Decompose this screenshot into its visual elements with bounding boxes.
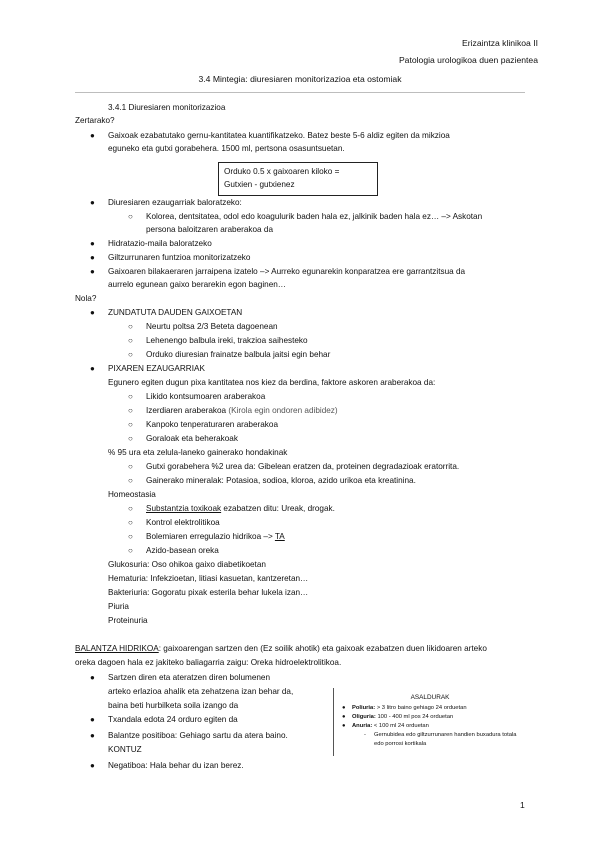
balantza-item-3-line2: KONTUZ	[108, 745, 142, 754]
nola-label: Nola?	[75, 294, 97, 303]
composition-item-2: Gainerako mineralak: Potasioa, sodioa, kloroa, azido urikoa eta kreatinina.	[146, 476, 416, 485]
bullet-icon: ●	[90, 198, 95, 207]
section-title: 3.4 Mintegia: diuresiaren monitorizazioa eta ostomiak	[198, 74, 402, 84]
balantza-intro-text: : gaixoarengan sartzen den (Ez soilik ahotik) eta gaixoak ezabatzen duen likidoaren arteko	[158, 644, 487, 653]
composition-item-1: Gutxi gorabehera %2 urea da: Gibelean eratzen da, proteinen degradazioak eratorrita.	[146, 462, 460, 471]
homeostasia-item-1	[146, 503, 335, 515]
header-divider	[75, 92, 525, 93]
formula-line-2: Gutxien - gutxienez	[224, 180, 295, 189]
sub-bullet-icon: ○	[128, 504, 133, 513]
zertarako-label: Zertarako?	[75, 116, 115, 125]
sub-bullet-icon: ○	[128, 546, 133, 555]
asaldurak-anuria	[352, 722, 429, 730]
balantza-intro-line1	[75, 643, 526, 655]
toxic-substances-term: Substantzia toxikoak	[146, 504, 222, 513]
zertarako-item-2: Diuresiaren ezaugarriak baloratzeko:	[108, 198, 242, 207]
bullet-icon: ●	[342, 723, 346, 729]
anuria-definition: < 100 ml 24 orduetan	[372, 723, 429, 729]
pixa-intro: Egunero egiten dugun pixa kantitatea nos kiez da berdina, faktore askoren araberakoa da:	[108, 378, 436, 387]
sub-bullet-icon: ○	[128, 434, 133, 443]
balantza-item-1-line1: Sartzen diren eta ateratzen diren bolumenen	[108, 673, 271, 682]
zundatuta-item-2: Lehenengo balbula ireki, trakzioa saihesteko	[146, 336, 308, 345]
anuria-term: Anuria:	[352, 723, 373, 729]
homeostasia-title: Homeostasia	[108, 490, 156, 499]
pixa-factor-2-example: (Kirola egin ondoren adibidez)	[228, 406, 338, 415]
bullet-icon: ●	[342, 705, 346, 711]
sub-bullet-icon: ○	[128, 476, 133, 485]
asaldurak-oliguria	[352, 713, 453, 721]
hematuria: Hematuria: Infekzioetan, litiasi kasuetan, kantzeretan…	[108, 574, 309, 583]
asaldurak-title: ASALDURAK	[410, 694, 450, 701]
pixa-factor-1: Likido kontsumoaren araberakoa	[146, 392, 266, 401]
piuria: Piuria	[108, 602, 129, 611]
bullet-icon: ●	[90, 253, 95, 262]
zertarako-item-4: Giltzurrunaren funtzioa monitorizatzeko	[108, 253, 251, 262]
zertarako-item-1-line2: eguneko eta gutxi gorabehera. 1500 ml, pertsona osasuntsuetan.	[108, 144, 345, 153]
bullet-icon: ●	[90, 715, 95, 724]
ta-term: TA	[274, 532, 285, 541]
bullet-icon: ●	[90, 308, 95, 317]
oliguria-term: Oliguria:	[352, 714, 376, 720]
balantza-item-1-line3: baina beti hurbilketa soila izango da	[108, 701, 239, 710]
pixa-factor-3: Kanpoko tenperaturaren araberakoa	[146, 420, 279, 429]
homeostasia-item-4: Azido-basean oreka	[146, 546, 219, 555]
homeostasia-item-2: Kontrol elektrolitikoa	[146, 518, 220, 527]
oliguria-definition: 100 - 400 ml pos 24 orduetan	[375, 714, 454, 720]
balantza-item-1-line2: arteko erlazioa ahalik eta zehatzena izan behar da,	[108, 687, 294, 696]
bullet-icon: ●	[90, 761, 95, 770]
proteinuria: Proteinuria	[108, 616, 148, 625]
bullet-icon: ●	[90, 364, 95, 373]
balantza-title: BALANTZA HIDRIKOA	[75, 644, 159, 653]
sub-bullet-icon: ○	[128, 336, 133, 345]
bakteriuria: Bakteriuria: Gogoratu pixak esterila behar lukela izan…	[108, 588, 309, 597]
zertarako-item-5-line1: Gaixoaren bilakaeraren jarraipena izatelo –> Aurreko egunarekin konparatzea ere garrantzitsua da	[108, 267, 466, 276]
bullet-icon: ●	[90, 239, 95, 248]
sub-bullet-icon: ○	[128, 532, 133, 541]
sub-bullet-icon: ○	[128, 322, 133, 331]
bullet-icon: ●	[90, 731, 95, 740]
homeostasia-item-3	[146, 531, 285, 543]
zertarako-item-3: Hidratazio-maila baloratzeko	[108, 239, 212, 248]
zundatuta-item-3: Orduko diuresian frainatze balbula jaitsi egin behar	[146, 350, 331, 359]
anuria-sub-line1: Gernubidea edo giltzurrunaren handien buxadura totala	[374, 732, 517, 738]
asaldurak-box	[333, 688, 526, 756]
zertarako-item-5-line2: aurrelo egunean gaixo berarekin egon baginen…	[108, 280, 286, 289]
zertarako-item-2-sub-line1: Kolorea, dentsitatea, odol edo koagulurik baden hala ez, jalkinik baden hala ez… –> Askotan	[146, 212, 483, 221]
zundatuta-item-1: Neurtu poltsa 2/3 Beteta dagoenean	[146, 322, 278, 331]
formula-box	[218, 162, 378, 196]
anuria-sub-line2: edo porrosi kortikala	[374, 741, 427, 747]
formula-line-1: Orduko 0.5 x gaixoaren kiloko =	[224, 167, 340, 176]
sub-bullet-icon: ○	[128, 406, 133, 415]
asaldurak-poliuria	[352, 704, 467, 712]
sub-bullet-icon: ○	[128, 462, 133, 471]
bullet-icon: ●	[342, 714, 346, 720]
pixa-title: PIXAREN EZAUGARRIAK	[108, 364, 205, 373]
glukosuria: Glukosuria: Oso ohikoa gaixo diabetikoetan	[108, 560, 266, 569]
bullet-icon: ●	[90, 267, 95, 276]
poliuria-term: Poliuria:	[352, 705, 376, 711]
sub-bullet-icon: ○	[128, 392, 133, 401]
balantza-item-4: Negatiboa: Hala behar du izan berez.	[108, 761, 244, 770]
pixa-factor-2-main: Izerdiaren araberakoa	[146, 406, 229, 415]
page-number: 1	[520, 800, 525, 810]
balantza-intro-line2: oreka dagoen hala ez jakiteko baliagarria zaigu: Oreka hidroelektrolitikoa.	[75, 658, 342, 667]
homeostasia-item-1-rest: ezabatzen ditu: Ureak, drogak.	[221, 504, 335, 513]
dash-icon: -	[364, 732, 366, 738]
bullet-icon: ●	[90, 673, 95, 682]
sub-bullet-icon: ○	[128, 518, 133, 527]
poliuria-definition: > 3 litro baino gehiago 24 orduetan	[375, 705, 467, 711]
header-course: Erizaintza klinikoa II	[462, 38, 538, 48]
pixa-factor-2	[146, 405, 338, 417]
bullet-icon: ●	[90, 131, 95, 140]
homeostasia-item-3-main: Bolemiaren erregulazio hidrikoa –>	[146, 532, 275, 541]
pixa-factor-4: Goraloak eta beherakoak	[146, 434, 238, 443]
header-topic: Patologia urologikoa duen pazientea	[398, 55, 538, 65]
zundatuta-title: ZUNDATUTA DAUDEN GAIXOETAN	[108, 308, 243, 317]
zertarako-item-1-line1: Gaixoak ezabatutako gernu-kantitatea kuantifikatzeko. Batez beste 5-6 aldiz egiten da mikzioa	[108, 131, 450, 140]
composition-intro: % 95 ura eta zelula-laneko gainerako hondakinak	[108, 448, 288, 457]
sub-bullet-icon: ○	[128, 350, 133, 359]
sub-bullet-icon: ○	[128, 420, 133, 429]
subsection-title: 3.4.1 Diuresiaren monitorizazioa	[108, 103, 226, 112]
balantza-item-3-line1: Balantze positiboa: Gehiago sartu da atera baino.	[108, 731, 288, 740]
zertarako-item-2-sub-line2: persona baloitzaren araberakoa da	[146, 225, 273, 234]
balantza-item-2: Txandala edota 24 orduro egiten da	[108, 715, 238, 724]
sub-bullet-icon: ○	[128, 212, 133, 221]
